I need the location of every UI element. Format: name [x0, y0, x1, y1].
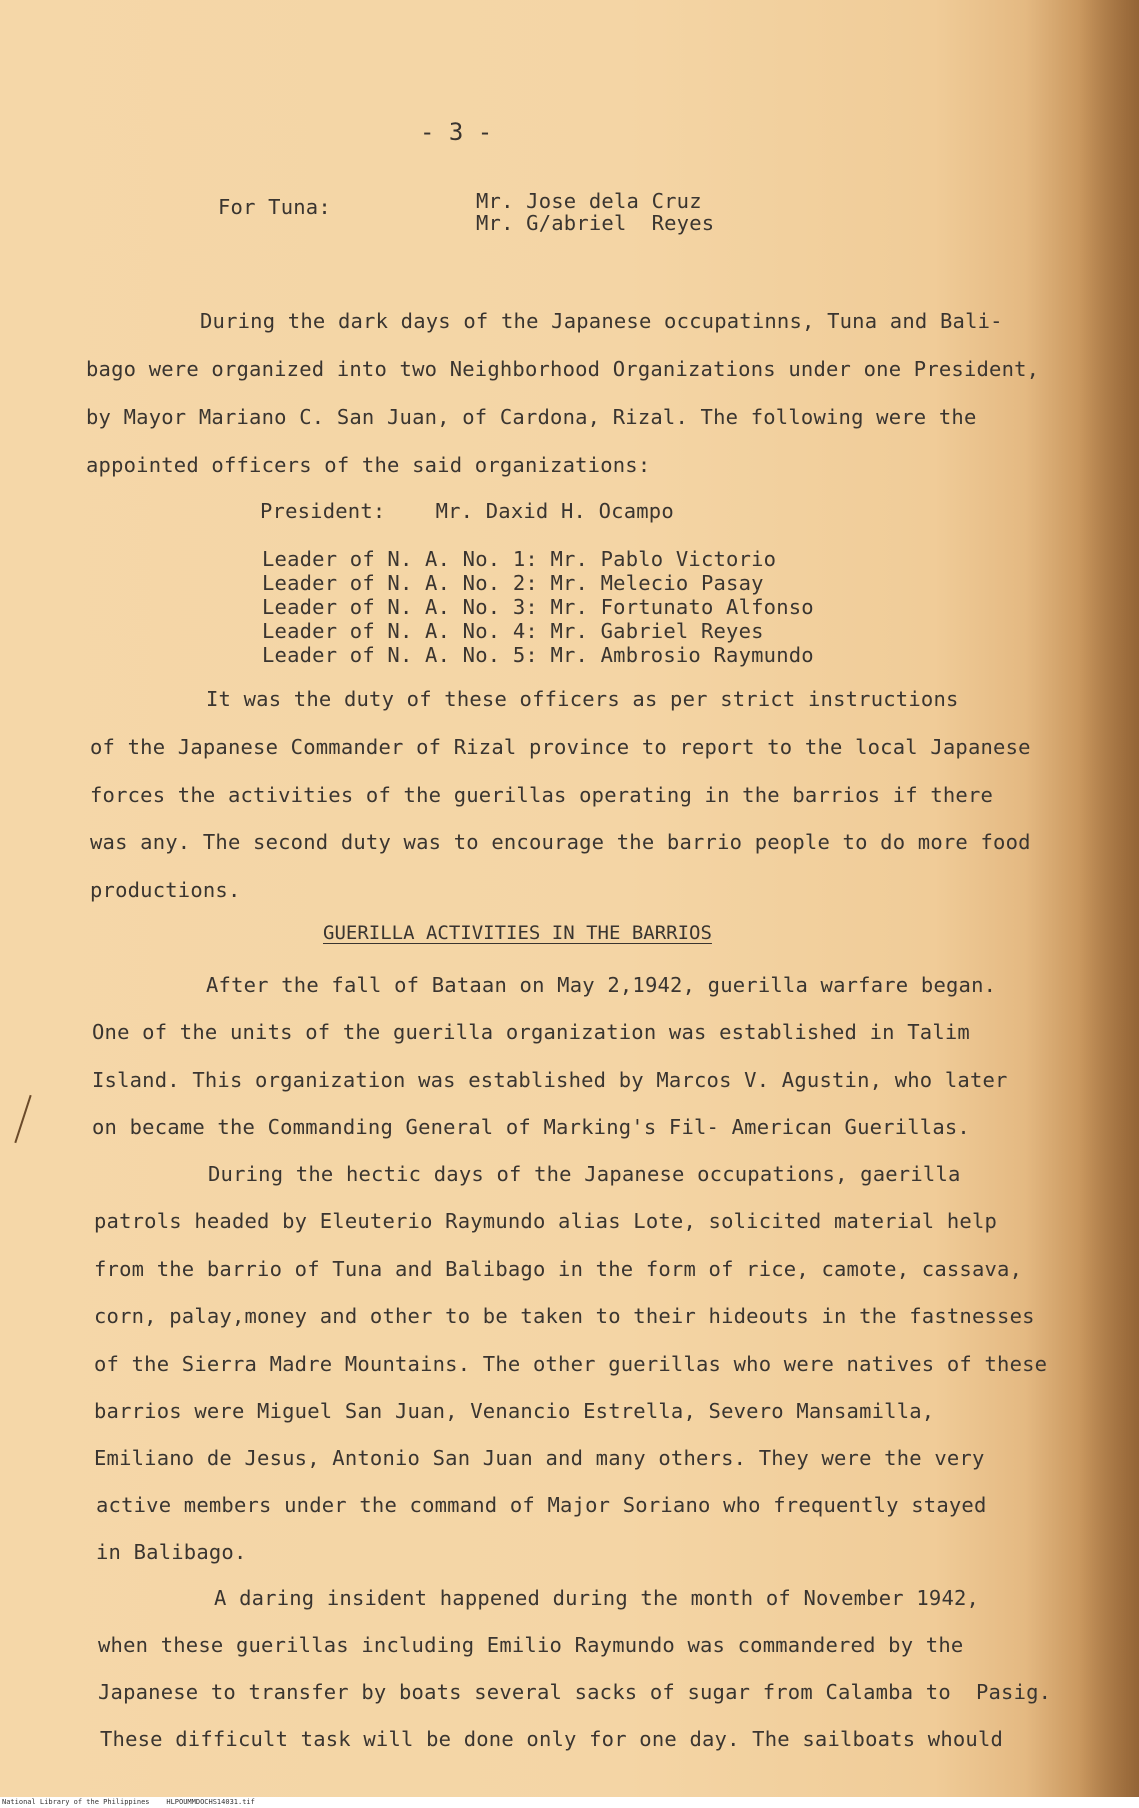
- paragraph4-line: barrios were Miguel San Juan, Venancio Estrella, Severo Mansamilla,: [94, 1399, 935, 1423]
- paragraph3-line: After the fall of Bataan on May 2,1942, guerilla warfare began.: [206, 973, 997, 997]
- paragraph4-line: from the barrio of Tuna and Balibago in the form of rice, camote, cassava,: [94, 1257, 1023, 1281]
- officers-tuna-name-2: Mr. G/abriel Reyes: [476, 211, 715, 235]
- page-number: - 3 -: [420, 118, 493, 146]
- paragraph3-line: on became the Commanding General of Marking's Fil- American Guerillas.: [92, 1115, 970, 1139]
- paragraph4-line: Emiliano de Jesus, Antonio San Juan and many others. They were the very: [94, 1446, 985, 1470]
- paragraph1-line: bago were organized into two Neighborhood Organizations under one President,: [86, 357, 1040, 381]
- leader-line: Leader of N. A. No. 1: Mr. Pablo Victorio: [262, 547, 777, 571]
- paragraph5-line: A daring insident happened during the month of November 1942,: [214, 1586, 980, 1610]
- paragraph5-line: when these guerillas including Emilio Raymundo was commandered by the: [98, 1633, 964, 1657]
- page-edge-shadow: [1079, 0, 1139, 1808]
- paragraph4-line: patrols headed by Eleuterio Raymundo alias Lote, solicited material help: [94, 1209, 998, 1233]
- leader-line: Leader of N. A. No. 5: Mr. Ambrosio Raymundo: [262, 643, 814, 667]
- scan-footer: National Library of the Philippines HLPOUMMDOCHS14031.tif: [0, 1797, 1139, 1808]
- paragraph2-line: forces the activities of the guerillas operating in the barrios if there: [90, 783, 994, 807]
- leader-line: Leader of N. A. No. 2: Mr. Melecio Pasay: [262, 571, 764, 595]
- section-heading: GUERILLA ACTIVITIES IN THE BARRIOS: [323, 922, 712, 944]
- paragraph5-line: These difficult task will be done only for one day. The sailboats whould: [100, 1727, 1004, 1751]
- leader-line: Leader of N. A. No. 3: Mr. Fortunato Alfonso: [262, 595, 814, 619]
- paragraph4-line: active members under the command of Major Soriano who frequently stayed: [96, 1493, 987, 1517]
- paragraph1-line: by Mayor Mariano C. San Juan, of Cardona, Rizal. The following were the: [86, 405, 977, 429]
- paragraph5-line: Japanese to transfer by boats several sacks of sugar from Calamba to Pasig.: [98, 1680, 1052, 1704]
- paragraph1-line: During the dark days of the Japanese occupatinns, Tuna and Bali-: [200, 309, 1003, 333]
- president-line: President: Mr. Daxid H. Ocampo: [260, 499, 674, 523]
- paragraph4-line: in Balibago.: [96, 1540, 247, 1564]
- paragraph4-line: of the Sierra Madre Mountains. The other guerillas who were natives of these: [94, 1352, 1048, 1376]
- paragraph3-line: Island. This organization was established by Marcos V. Agustin, who later: [92, 1068, 1008, 1092]
- paragraph1-line: appointed officers of the said organizations:: [86, 453, 651, 477]
- paragraph2-line: productions.: [90, 878, 241, 902]
- paragraph2-line: was any. The second duty was to encourage the barrio people to do more food: [90, 830, 1031, 854]
- paragraph4-line: During the hectic days of the Japanese occupations, gaerilla: [208, 1162, 961, 1186]
- paragraph2-line: It was the duty of these officers as per strict instructions: [206, 687, 959, 711]
- paragraph4-line: corn, palay,money and other to be taken to their hideouts in the fastnesses: [94, 1304, 1035, 1328]
- paragraph2-line: of the Japanese Commander of Rizal province to report to the local Japanese: [90, 735, 1031, 759]
- leader-line: Leader of N. A. No. 4: Mr. Gabriel Reyes: [262, 619, 764, 643]
- margin-pencil-mark: [14, 1095, 31, 1143]
- paragraph3-line: One of the units of the guerilla organization was established in Talim: [92, 1020, 970, 1044]
- officers-tuna-name-1: Mr. Jose dela Cruz: [476, 189, 702, 213]
- officers-tuna-label: For Tuna:: [218, 195, 331, 219]
